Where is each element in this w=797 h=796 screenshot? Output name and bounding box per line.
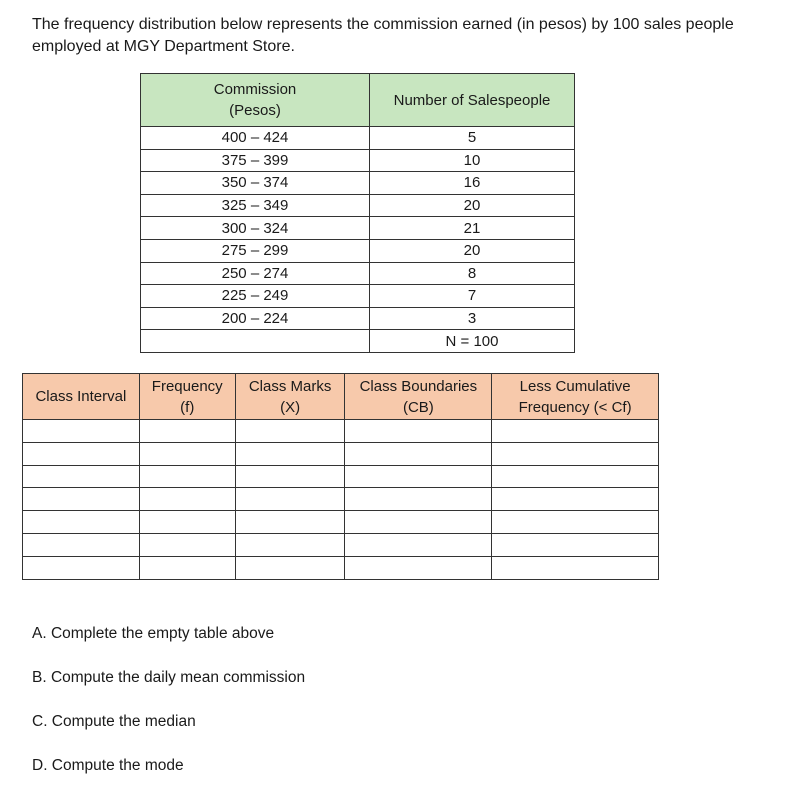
commission-header-line2: (Pesos) [229, 102, 281, 119]
worksheet-empty-cell [492, 533, 659, 556]
class-interval-header-line1: Class Interval [35, 388, 127, 405]
worksheet-empty-cell [23, 533, 140, 556]
worksheet-empty-cell [345, 556, 492, 579]
frequency-header [139, 374, 235, 420]
worksheet-empty-cell [139, 442, 235, 465]
salespeople-count-cell: 20 [370, 239, 575, 262]
worksheet-empty-cell [23, 556, 140, 579]
worksheet-row [23, 488, 659, 511]
worksheet-empty-cell [492, 511, 659, 534]
distribution-row [141, 307, 575, 330]
worksheet-empty-cell [345, 442, 492, 465]
class-interval-header [23, 374, 140, 420]
question-d: D. Compute the mode [32, 757, 184, 774]
worksheet-row [23, 511, 659, 534]
worksheet-empty-cell [235, 533, 345, 556]
less-cumulative-frequency-header-line1: Less Cumulative [519, 377, 631, 395]
commission-range-cell: 325 – 349 [141, 194, 370, 217]
salespeople-count-cell: 8 [370, 262, 575, 285]
commission-range-cell: 200 – 224 [141, 307, 370, 330]
commission-range-cell: 400 – 424 [141, 127, 370, 150]
salespeople-count-cell: 10 [370, 149, 575, 172]
worksheet-empty-cell [23, 442, 140, 465]
distribution-row [141, 262, 575, 285]
commission-range-cell: 275 – 299 [141, 239, 370, 262]
distribution-row [141, 285, 575, 308]
worksheet-empty-cell [139, 465, 235, 488]
worksheet-empty-cell [139, 556, 235, 579]
frequency-distribution-table [140, 73, 575, 353]
frequency-header-line2: (f) [180, 398, 195, 416]
worksheet-empty-cell [139, 420, 235, 443]
salespeople-count-cell: 5 [370, 127, 575, 150]
worksheet-empty-cell [235, 465, 345, 488]
worksheet-empty-cell [492, 420, 659, 443]
distribution-row [141, 127, 575, 150]
worksheet-empty-cell [235, 442, 345, 465]
worksheet-empty-cell [139, 511, 235, 534]
class-marks-header [235, 374, 345, 420]
worksheet-header-row [23, 374, 659, 420]
commission-range-cell: 375 – 399 [141, 149, 370, 172]
worksheet-empty-cell [23, 465, 140, 488]
worksheet-empty-cell [492, 465, 659, 488]
worksheet-empty-cell [345, 420, 492, 443]
less-cumulative-frequency-header-line2: Frequency (< Cf) [518, 398, 632, 416]
distribution-row [141, 149, 575, 172]
less-cumulative-frequency-header [492, 374, 659, 420]
distribution-row [141, 217, 575, 240]
frequency-header-line1: Frequency [151, 377, 223, 395]
empty-cell [141, 330, 370, 353]
distribution-header-row [141, 74, 575, 127]
worksheet-empty-cell [235, 420, 345, 443]
salespeople-count-cell: 7 [370, 285, 575, 308]
salespeople-count-cell: 3 [370, 307, 575, 330]
class-boundaries-header [345, 374, 492, 420]
worksheet-empty-cell [345, 465, 492, 488]
salespeople-count-cell: 21 [370, 217, 575, 240]
commission-range-cell: 350 – 374 [141, 172, 370, 195]
distribution-row [141, 172, 575, 195]
worksheet-empty-cell [235, 511, 345, 534]
worksheet-empty-cell [23, 420, 140, 443]
salespeople-count-cell: 16 [370, 172, 575, 195]
question-c: C. Compute the median [32, 713, 196, 730]
distribution-row [141, 239, 575, 262]
worksheet-empty-cell [492, 442, 659, 465]
question-b: B. Compute the daily mean commission [32, 669, 306, 686]
salespeople-count-cell: 20 [370, 194, 575, 217]
worksheet-empty-cell [139, 533, 235, 556]
worksheet-table [22, 373, 659, 580]
distribution-total-row [141, 330, 575, 353]
intro-text: The frequency distribution below represents the commission earned (in pesos) by 100 sales people employed at MGY Department Store. [32, 16, 734, 55]
class-marks-header-line2: (X) [280, 398, 301, 416]
worksheet-empty-cell [235, 556, 345, 579]
worksheet-empty-cell [492, 488, 659, 511]
worksheet-row [23, 465, 659, 488]
commission-range-cell: 225 – 249 [141, 285, 370, 308]
question-a: A. Complete the empty table above [32, 625, 275, 642]
total-cell: N = 100 [370, 330, 575, 353]
worksheet-row [23, 533, 659, 556]
worksheet-empty-cell [139, 488, 235, 511]
worksheet-empty-cell [235, 488, 345, 511]
worksheet-empty-cell [345, 533, 492, 556]
worksheet-empty-cell [23, 511, 140, 534]
worksheet-empty-cell [345, 511, 492, 534]
commission-header-line1: Commission [213, 81, 297, 98]
class-marks-header-line1: Class Marks [248, 377, 332, 395]
class-boundaries-header-line2: (CB) [402, 398, 434, 416]
worksheet-empty-cell [492, 556, 659, 579]
worksheet-row [23, 556, 659, 579]
distribution-row [141, 194, 575, 217]
commission-header [141, 74, 370, 127]
questions-list [32, 620, 305, 796]
salespeople-header: Number of Salespeople [370, 74, 575, 127]
class-boundaries-header-line1: Class Boundaries [359, 377, 478, 395]
worksheet-row [23, 420, 659, 443]
worksheet-row [23, 442, 659, 465]
commission-range-cell: 300 – 324 [141, 217, 370, 240]
worksheet-empty-cell [23, 488, 140, 511]
commission-range-cell: 250 – 274 [141, 262, 370, 285]
worksheet-empty-cell [345, 488, 492, 511]
